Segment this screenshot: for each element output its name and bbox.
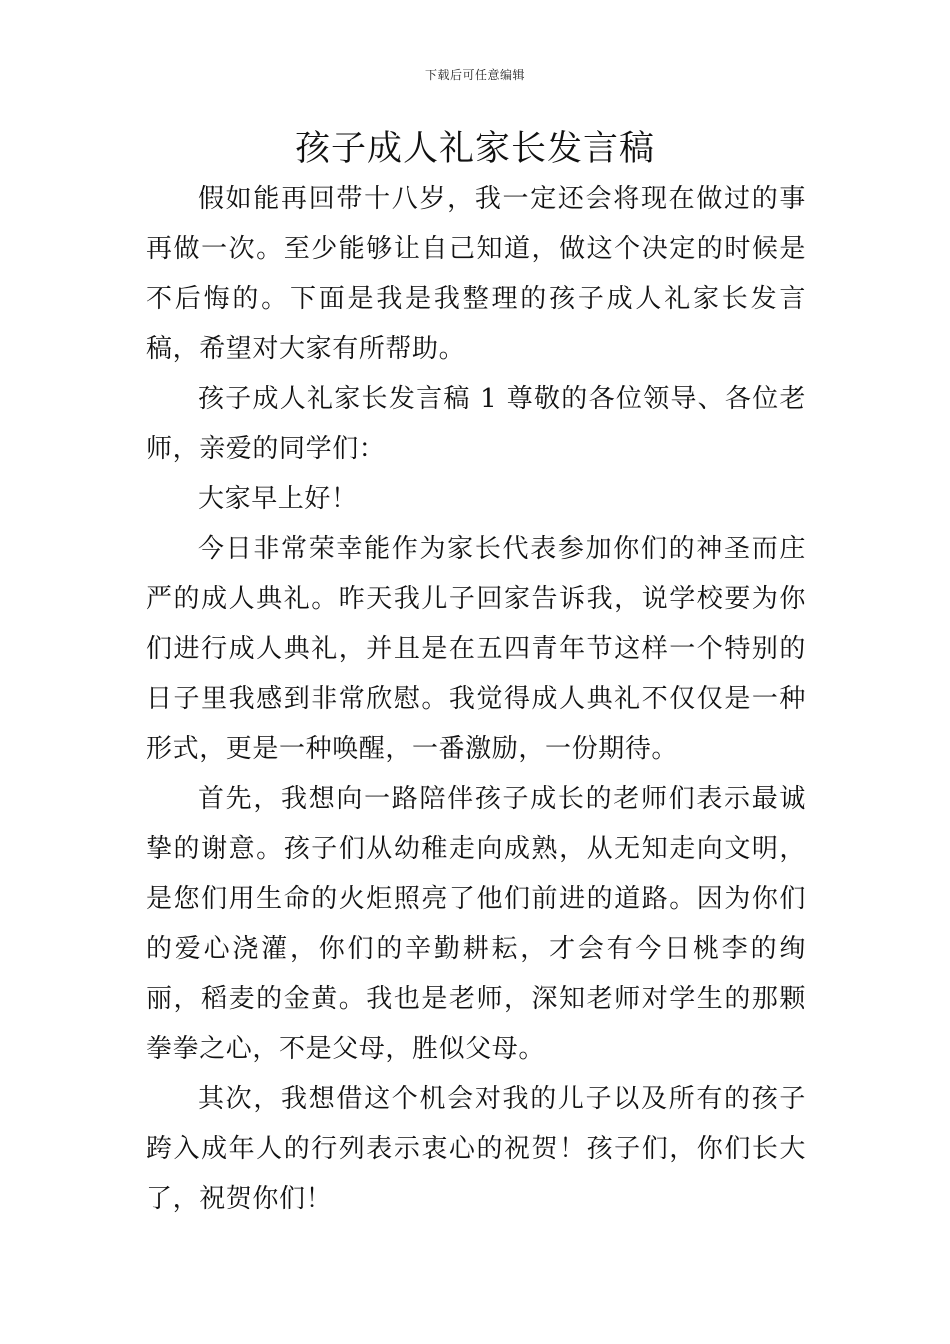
- document-body: [146, 174, 806, 1224]
- paragraph-congratulations: 其次，我想借这个机会对我的儿子以及所有的孩子跨入成年人的行列表示衷心的祝贺！孩子们，你们长大了，祝贺你们！: [146, 1084, 806, 1214]
- page-header-note: 下载后可任意编辑: [424, 68, 525, 82]
- document-title: 孩子成人礼家长发言稿: [294, 129, 655, 169]
- paragraph-speech-heading: 孩子成人礼家长发言稿 1 尊敬的各位领导、各位老师，亲爱的同学们：: [146, 384, 806, 464]
- paragraph-intro: 假如能再回带十八岁，我一定还会将现在做过的事再做一次。至少能够让自己知道，做这个决定的时候是不后悔的。下面是我是我整理的孩子成人礼家长发言稿，希望对大家有所帮助。: [146, 184, 806, 364]
- paragraph-thanks-teachers: 首先，我想向一路陪伴孩子成长的老师们表示最诚挚的谢意。孩子们从幼稚走向成熟，从无知走向文明，是您们用生命的火炬照亮了他们前进的道路。因为你们的爱心浇灌，你们的辛勤耕耘，才会有今日桃李的绚丽，稻麦的金黄。我也是老师，深知老师对学生的那颗拳拳之心，不是父母，胜似父母。: [146, 784, 806, 1064]
- paragraph-honor: 今日非常荣幸能作为家长代表参加你们的神圣而庄严的成人典礼。昨天我儿子回家告诉我，说学校要为你们进行成人典礼，并且是在五四青年节这样一个特别的日子里我感到非常欣慰。我觉得成人典礼不仅仅是一种形式，更是一种唤醒，一番激励，一份期待。: [146, 534, 806, 764]
- paragraph-greeting: 大家早上好！: [198, 484, 358, 514]
